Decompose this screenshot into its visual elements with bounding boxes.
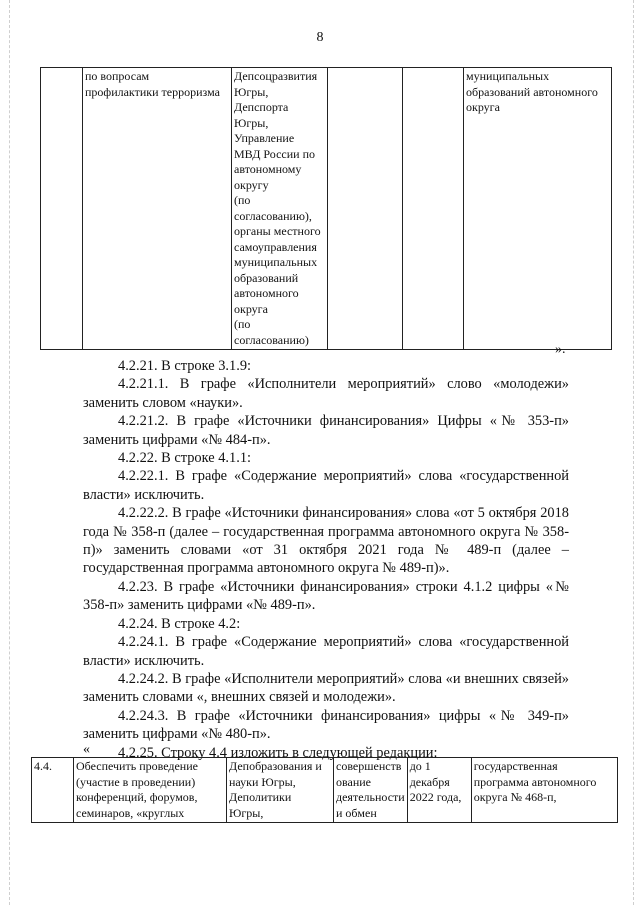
cell-text-line: Югры, (229, 805, 264, 820)
table-cell (471, 758, 617, 823)
cell-text-line: программа автономного (473, 774, 597, 789)
paragraph: 4.2.22.1. В графе «Содержание мероприятий» слова «государственной власти» исключить. (83, 468, 569, 503)
paragraph: 4.2.21.2. В графе «Источники финансирования» Цифры «№ 353-п» заменить цифрами «№ 484-п». (83, 413, 569, 448)
cell-text-line: декабря (409, 774, 450, 789)
continued-measures-table (40, 67, 612, 350)
cell-text-line: муниципальных (234, 255, 318, 269)
table-cell (334, 758, 408, 823)
cell-text-line: согласованию), (234, 208, 312, 223)
table-cell (227, 758, 334, 823)
right-scan-edge (633, 0, 634, 905)
cell-text-line: семинаров, «круглых (76, 805, 185, 820)
cell-text-line: органы местного (234, 224, 321, 238)
cell-text-line: автономного (234, 286, 299, 300)
opening-quote: « (83, 742, 90, 757)
cell-text-line: деятельности (336, 790, 405, 804)
cell-text-line: согласованию) (234, 332, 309, 347)
cell-text-line: государственная (473, 759, 558, 773)
paragraph: 4.2.24.1. В графе «Содержание мероприятий» слова «государственной власти» исключить. (83, 634, 569, 669)
cell-text-line: Югры, (234, 84, 269, 99)
cell-text-line: МВД России по (234, 146, 315, 161)
cell-text-line: Обеспечить проведение (76, 759, 198, 773)
cell-text-line: и обмен (336, 805, 377, 820)
cell-text-line: конференций, форумов, (76, 790, 198, 804)
cell-text-line: науки Югры, (229, 774, 296, 789)
cell-text-line: 4.4. (34, 759, 52, 773)
table-cell (328, 68, 403, 350)
paragraph: 4.2.22.2. В графе «Источники финансирования» слова «от 5 октября 2018 года № 358-п (далее – государственная программа автономного округа № 358-п)» заменить словами «от 31 октября 2021 года № 489-п (далее – государственная программа автономного округа № 489-п)». (83, 505, 569, 577)
cell-text-line: (по (234, 193, 251, 207)
table-cell (32, 758, 74, 823)
cell-text-line: (участие в проведении) (76, 774, 196, 789)
cell-text-line: образований автономного (466, 84, 598, 99)
table-cell (41, 68, 83, 350)
paragraph: 4.2.21. В строке 3.1.9: (118, 358, 252, 374)
paragraph: 4.2.24. В строке 4.2: (118, 615, 241, 632)
cell-text-line: округу (234, 177, 269, 192)
cell-text-line: округа (234, 301, 268, 316)
cell-text-line: Депспорта (234, 100, 289, 114)
table-cell (232, 68, 328, 350)
cell-text-line: округа (466, 100, 500, 114)
table-cell (83, 68, 232, 350)
cell-text-line: Деполитики (229, 790, 292, 804)
amendments-text (83, 357, 569, 762)
new-row-table (31, 757, 618, 823)
cell-text-line: профилактики терроризма (85, 84, 220, 99)
cell-text-line: ование (336, 774, 372, 789)
table-row (41, 68, 612, 350)
cell-text-line: (по (234, 317, 251, 331)
paragraph: 4.2.22. В строке 4.1.1: (118, 450, 252, 467)
table-cell (74, 758, 227, 823)
cell-text-line: Депсоцразвития (234, 69, 318, 83)
cell-text-line: Депобразования и (229, 759, 322, 773)
cell-text-line: по вопросам (85, 69, 150, 83)
closing-quote: ». (555, 342, 566, 357)
paragraph: 4.2.23. В графе «Источники финансирования» строки 4.1.2 цифры «№ 358-п» заменить цифрами «№ 489-п». (83, 578, 569, 614)
table-cell (407, 758, 471, 823)
cell-text-line: округа № 468-п, (473, 790, 557, 804)
table-cell (403, 68, 464, 350)
cell-text-line: Управление (234, 131, 295, 145)
cell-text-line: образований (234, 270, 299, 285)
left-scan-edge (9, 0, 10, 905)
table-row (32, 758, 618, 823)
paragraph: 4.2.24.2. В графе «Исполнители мероприятий» слова «и внешних связей» заменить словами «, внешних связей и молодежи». (83, 670, 569, 706)
cell-text-line: Югры, (234, 115, 269, 130)
paragraph: 4.2.25. Строку 4.4 изложить в следующей редакции: (118, 744, 438, 761)
cell-text-line: до 1 (409, 759, 431, 773)
cell-text-line: муниципальных (466, 69, 550, 83)
cell-text-line: автономному (234, 162, 302, 176)
cell-text-line: 2022 года, (409, 790, 462, 804)
paragraph: 4.2.21.1. В графе «Исполнители мероприятий» слово «молодежи» заменить словом «науки». (83, 376, 569, 411)
table-cell (464, 68, 612, 350)
cell-text-line: совершенств (336, 759, 402, 773)
page-number: 8 (316, 30, 324, 45)
paragraph: 4.2.24.3. В графе «Источники финансирования» цифры «№ 349-п» заменить цифрами «№ 480-п». (83, 707, 569, 743)
cell-text-line: самоуправления (234, 239, 317, 254)
